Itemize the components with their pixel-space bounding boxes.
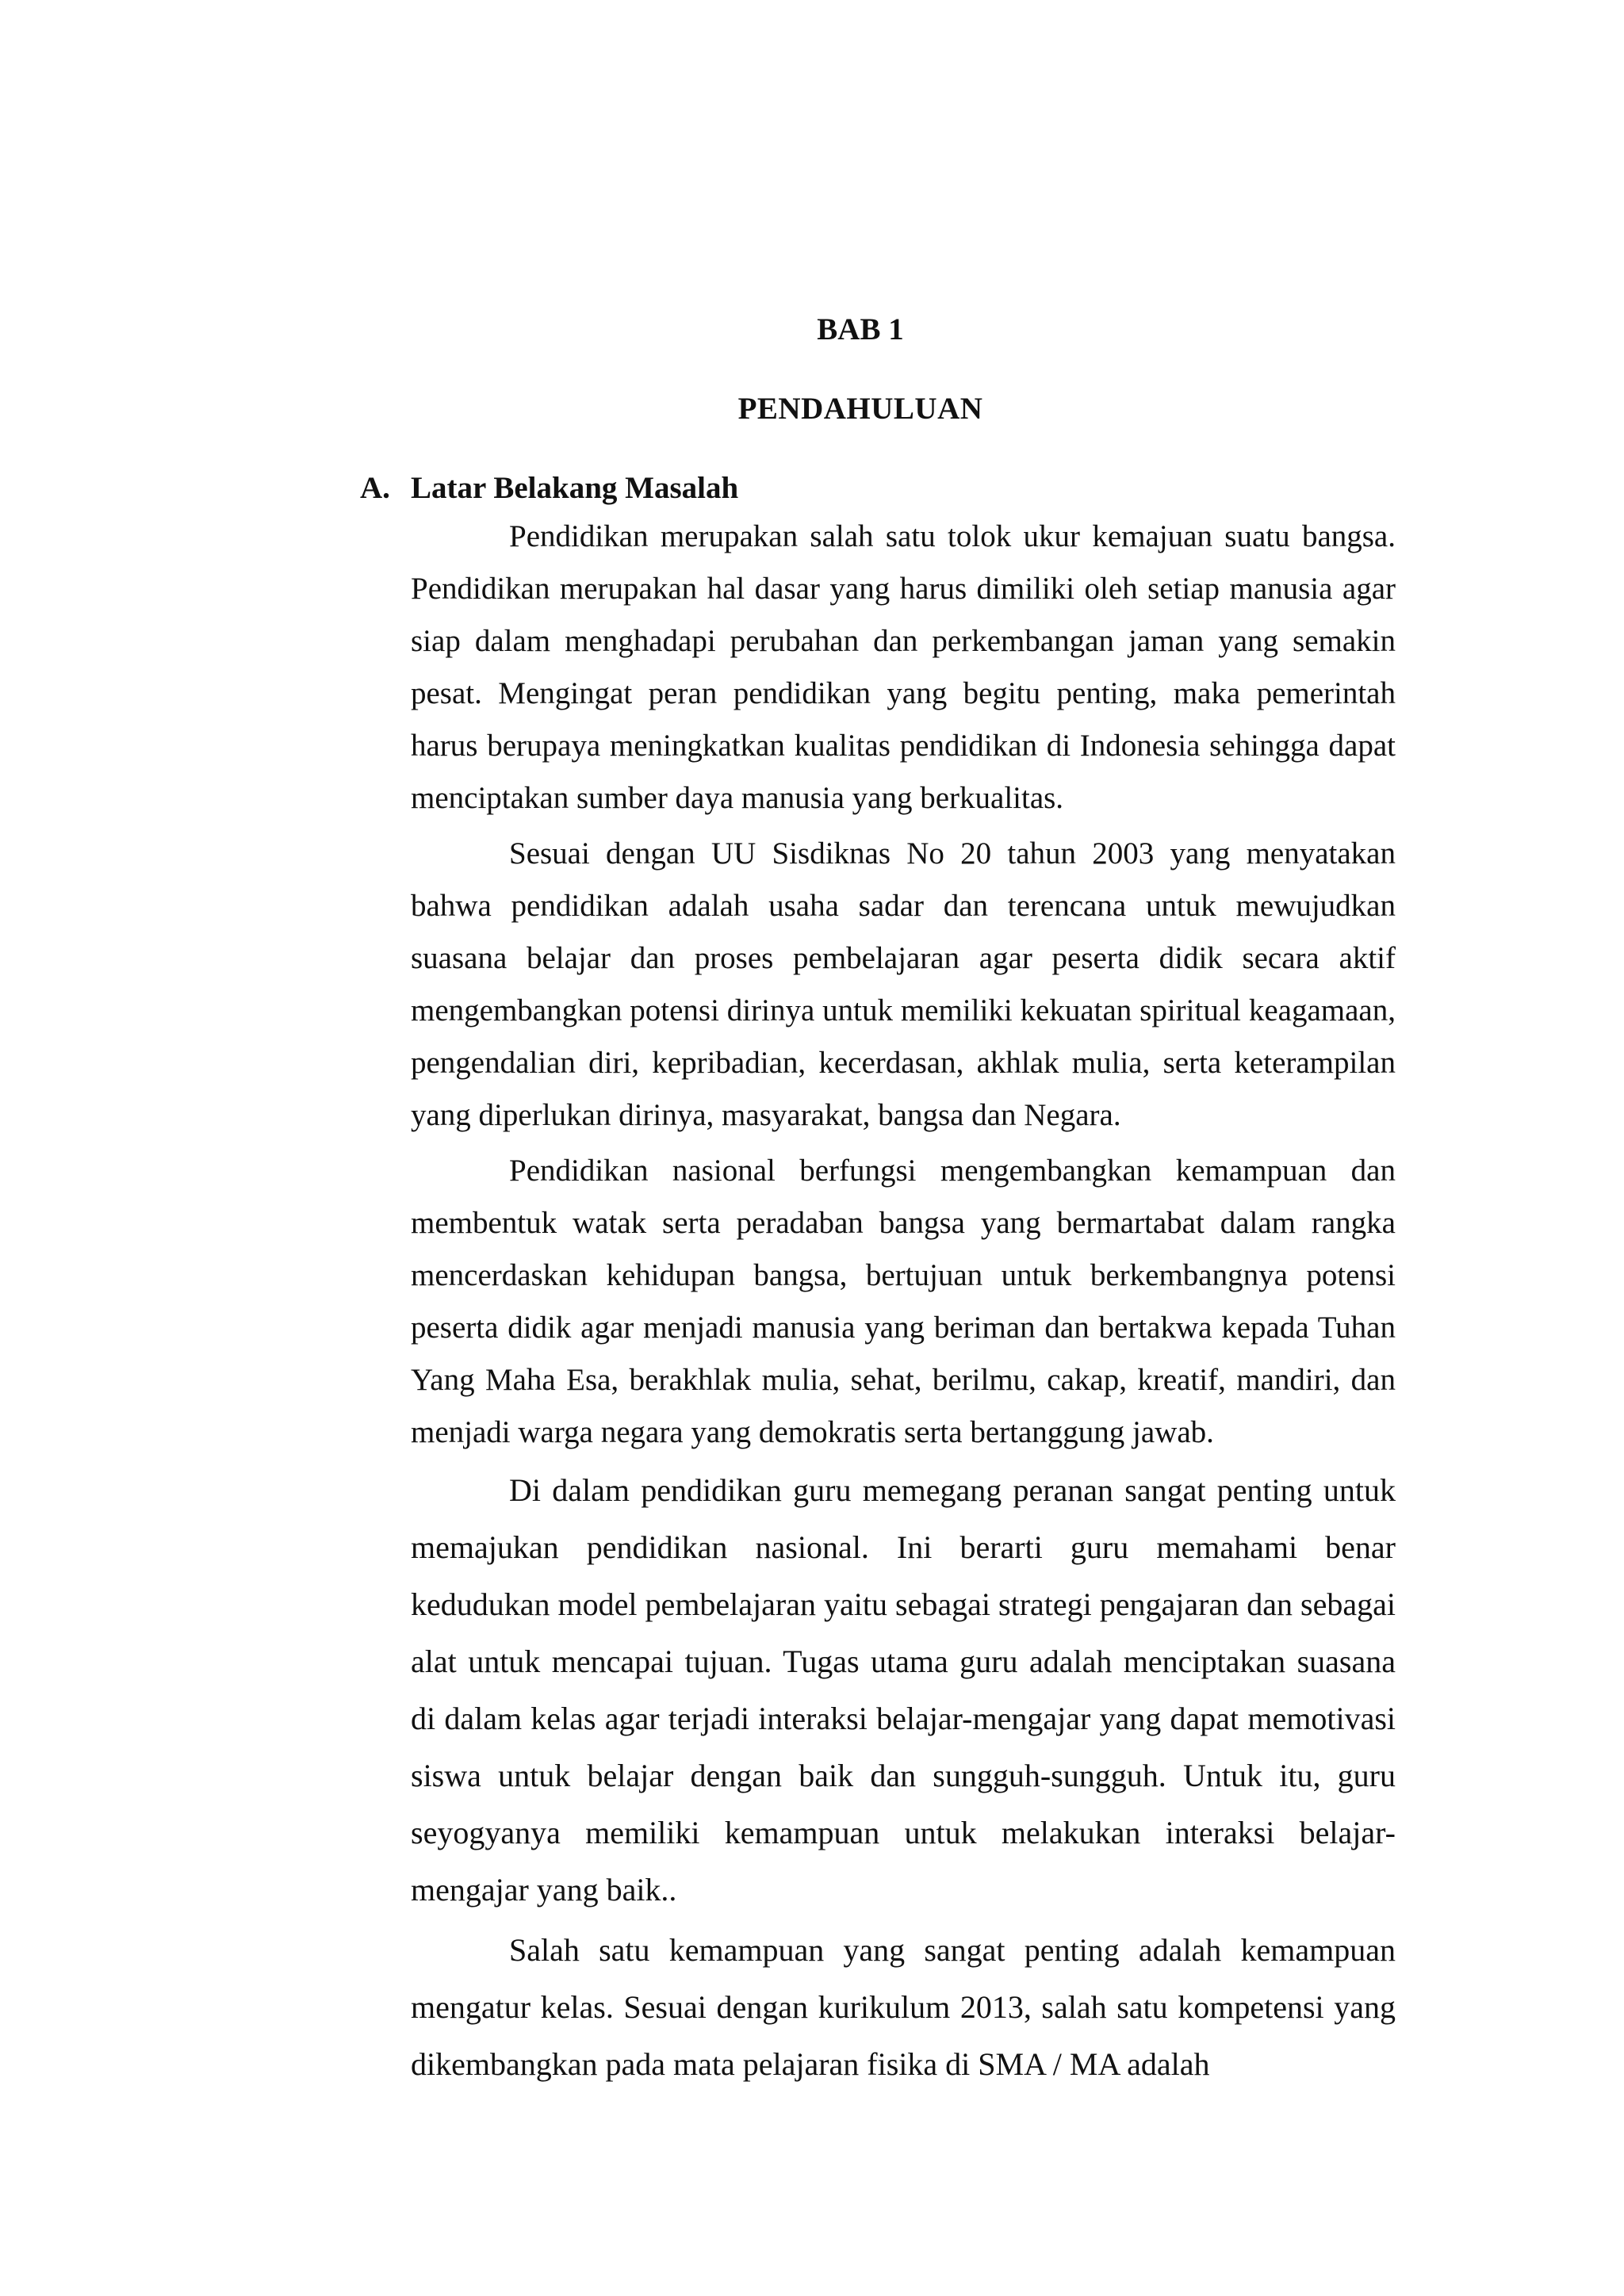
paragraph: Di dalam pendidikan guru memegang peranan sangat penting untuk memajukan pendidikan nasional. Ini berarti guru memahami benar kedudukan model pembelajaran yaitu sebagai strategi pengajaran dan sebagai alat untuk mencapai tujuan. Tugas utama guru adalah menciptakan suasana di dalam kelas agar terjadi interaksi belajar-mengajar yang dapat memotivasi siswa untuk belajar dengan baik dan sungguh-sungguh. Untuk itu, guru seyogyanya memiliki kemampuan untuk melakukan interaksi belajar-mengajar yang baik.. — [411, 1472, 1396, 1908]
chapter-number: BAB 1 — [817, 312, 904, 346]
paragraph: Salah satu kemampuan yang sangat penting adalah kemampuan mengatur kelas. Sesuai dengan kurikulum 2013, salah satu kompetensi yang dikembangkan pada mata pelajaran fisika di SMA / MA adalah — [411, 1932, 1396, 2082]
chapter-title: PENDAHULUAN — [737, 392, 983, 426]
paragraph: Pendidikan merupakan salah satu tolok ukur kemajuan suatu bangsa. Pendidikan merupakan hal dasar yang harus dimiliki oleh setiap manusia agar siap dalam menghadapi perubahan dan perkembangan jaman yang semakin pesat. Mengingat peran pendidikan yang begitu penting, maka pemerintah harus berupaya meningkatkan kualitas pendidikan di Indonesia sehingga dapat menciptakan sumber daya manusia yang berkualitas. — [411, 519, 1396, 815]
section-heading — [360, 466, 738, 511]
section-title: Latar Belakang Masalah — [411, 471, 739, 505]
paragraph: Sesuai dengan UU Sisdiknas No 20 tahun 2003 yang menyatakan bahwa pendidikan adalah usaha sadar dan terencana untuk mewujudkan suasana belajar dan proses pembelajaran agar peserta didik secara aktif mengembangkan potensi dirinya untuk memiliki kekuatan spiritual keagamaan, pengendalian diri, kepribadian, kecerdasan, akhlak mulia, serta keterampilan yang diperlukan dirinya, masyarakat, bangsa dan Negara. — [411, 836, 1396, 1132]
section-label: A. — [360, 471, 390, 505]
body-text — [411, 511, 1396, 2093]
paragraph: Pendidikan nasional berfungsi mengembangkan kemampuan dan membentuk watak serta peradaban bangsa yang bermartabat dalam rangka mencerdaskan kehidupan bangsa, bertujuan untuk berkembangnya potensi peserta didik agar menjadi manusia yang beriman dan bertakwa kepada Tuhan Yang Maha Esa, berakhlak mulia, sehat, berilmu, cakap, kreatif, mandiri, dan menjadi warga negara yang demokratis serta bertanggung jawab. — [411, 1154, 1396, 1449]
